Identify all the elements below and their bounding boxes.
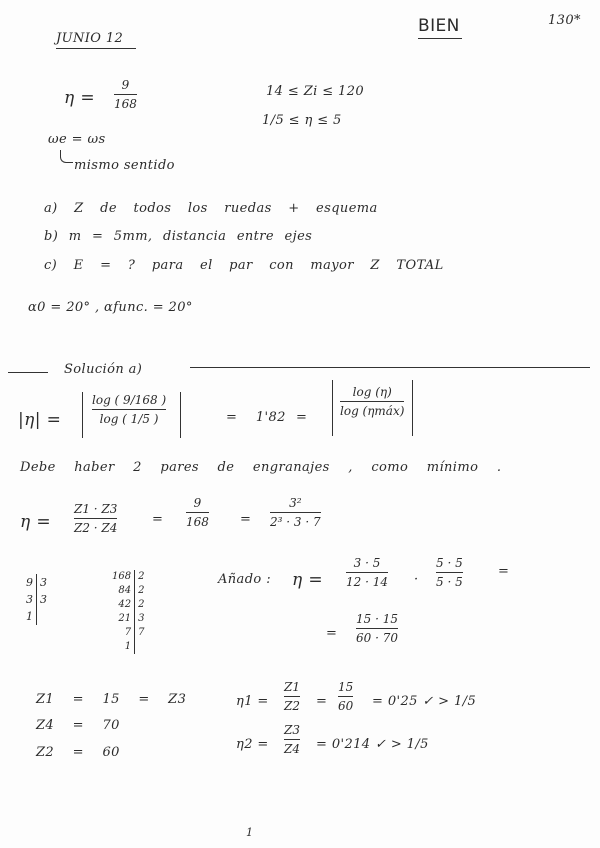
grade-underline: [418, 38, 462, 39]
teeth-denominator: Z2 · Z4: [74, 521, 118, 535]
question-b: b) m = 5mm, distancia entre ejes: [44, 229, 313, 244]
eta-added-label: η =: [292, 570, 324, 590]
factor9-n1: 3: [26, 593, 33, 606]
z2-value: Z2 = 60: [36, 745, 120, 760]
teeth-fraction: [74, 502, 117, 535]
factor9-d1: 3: [40, 593, 47, 606]
abs-bar-left: [82, 392, 83, 438]
equals-sign: =: [296, 410, 308, 425]
teeth-numerator: Z1 · Z3: [74, 502, 118, 516]
teeth-range: 14 ≤ Zi ≤ 120: [266, 84, 365, 99]
ratio-fraction: [186, 496, 209, 529]
log-fraction: [92, 393, 166, 426]
eq-sign-1: =: [152, 512, 164, 527]
footer-mark: 1: [246, 826, 254, 839]
factor168-d0: 2: [138, 571, 145, 582]
abs-eta-label: |η| =: [18, 410, 62, 430]
page-title: JUNIO 12: [56, 31, 124, 46]
eta2-value: = 0'214 ✓ > 1/5: [316, 737, 429, 752]
eta1-denominator: Z2: [284, 699, 300, 713]
power-fraction: [270, 496, 321, 529]
result-fraction: [356, 612, 398, 645]
added-den-1: 12 · 14: [346, 575, 388, 589]
approx-value: = 1'82: [226, 410, 286, 425]
abs-bar-right-2: [412, 380, 413, 436]
eta1-denominator-2: 60: [338, 699, 354, 713]
eta1-fraction: [284, 680, 300, 713]
divider-right: [190, 367, 590, 368]
factor168-n4: 7: [124, 627, 132, 638]
eta2-fraction: [284, 723, 300, 756]
grade-mark: BIEN: [418, 16, 460, 36]
min-pairs-note: Debe haber 2 pares de engranajes , como mínimo .: [20, 460, 502, 475]
factor9-n0: 9: [26, 576, 33, 589]
abs-bar-left-2: [332, 380, 333, 436]
eta1-fraction-2: [338, 680, 353, 713]
same-sense-note: mismo sentido: [74, 158, 175, 173]
eta2-denominator: Z4: [284, 742, 300, 756]
added-num-2: 5 · 5: [436, 556, 463, 570]
times-sign: ·: [414, 572, 419, 587]
eq-sign-4: =: [326, 626, 338, 641]
added-label: Añado :: [218, 572, 271, 587]
eta2-label: η2 =: [236, 737, 269, 752]
power-numerator: 3²: [289, 496, 302, 510]
log-denominator: log ( 1/5 ): [99, 412, 159, 426]
question-a: a) Z de todos los ruedas + esquema: [44, 201, 378, 216]
added-fraction-2: [436, 556, 463, 589]
factor168-d3: 3: [138, 613, 145, 624]
eta2-numerator: Z3: [284, 723, 300, 737]
factor168-n2: 42: [118, 599, 132, 610]
factor9-d0: 3: [40, 576, 47, 589]
z1-z3-value: Z1 = 15 = Z3: [36, 692, 187, 707]
title-underline: [56, 48, 136, 49]
added-fraction-1: [346, 556, 388, 589]
factor9-n2: 1: [26, 610, 33, 623]
eta-eq-label: η =: [20, 512, 52, 532]
eta-label: η =: [64, 88, 96, 108]
log-numerator: log ( 9/168 ): [92, 393, 167, 407]
eq-sign-3: =: [498, 564, 510, 579]
log-ratio-denominator: log (ηmáx): [340, 404, 405, 418]
factor168-n1: 84: [118, 585, 132, 596]
result-denominator: 60 · 70: [356, 631, 398, 645]
eta-numerator: 9: [121, 78, 130, 92]
eq-sign-5: =: [316, 694, 328, 709]
ratio-range: 1/5 ≤ η ≤ 5: [262, 113, 342, 128]
ratio-numerator: 9: [193, 496, 202, 510]
log-ratio-fraction: [340, 385, 404, 418]
page-number: 130*: [548, 13, 581, 28]
factor168-d4: 7: [138, 627, 145, 638]
factor168-n3: 21: [118, 613, 132, 624]
pressure-angles: α0 = 20° , αfunc. = 20°: [28, 300, 193, 315]
divider-left: [8, 372, 48, 373]
abs-bar-right: [180, 392, 181, 438]
power-denominator: 2³ · 3 · 7: [270, 515, 321, 529]
factor168-d2: 2: [138, 599, 145, 610]
factor168-n0: 168: [112, 571, 132, 582]
eta1-value: = 0'25 ✓ > 1/5: [372, 694, 477, 709]
log-ratio-numerator: log (η): [352, 385, 392, 399]
eta-fraction: [114, 78, 137, 111]
factor-table-9: [26, 574, 47, 625]
eta1-label: η1 =: [236, 694, 269, 709]
eta1-numerator: Z1: [284, 680, 300, 694]
eta1-numerator-2: 15: [338, 680, 354, 694]
added-num-1: 3 · 5: [353, 556, 381, 570]
eq-sign-2: =: [240, 512, 252, 527]
solution-heading: Solución a): [64, 362, 143, 377]
bracket-mark: [60, 150, 73, 163]
factor-table-168: [112, 570, 144, 654]
question-c: c) E = ? para el par con mayor Z TOTAL: [44, 258, 444, 273]
eta-denominator: 168: [114, 97, 137, 111]
result-numerator: 15 · 15: [356, 612, 398, 626]
ratio-denominator: 168: [186, 515, 209, 529]
factor168-n5: 1: [124, 641, 132, 652]
z4-value: Z4 = 70: [36, 718, 120, 733]
added-den-2: 5 · 5: [436, 575, 463, 589]
omega-equality: ωe = ωs: [48, 132, 106, 147]
factor168-d1: 2: [138, 585, 145, 596]
